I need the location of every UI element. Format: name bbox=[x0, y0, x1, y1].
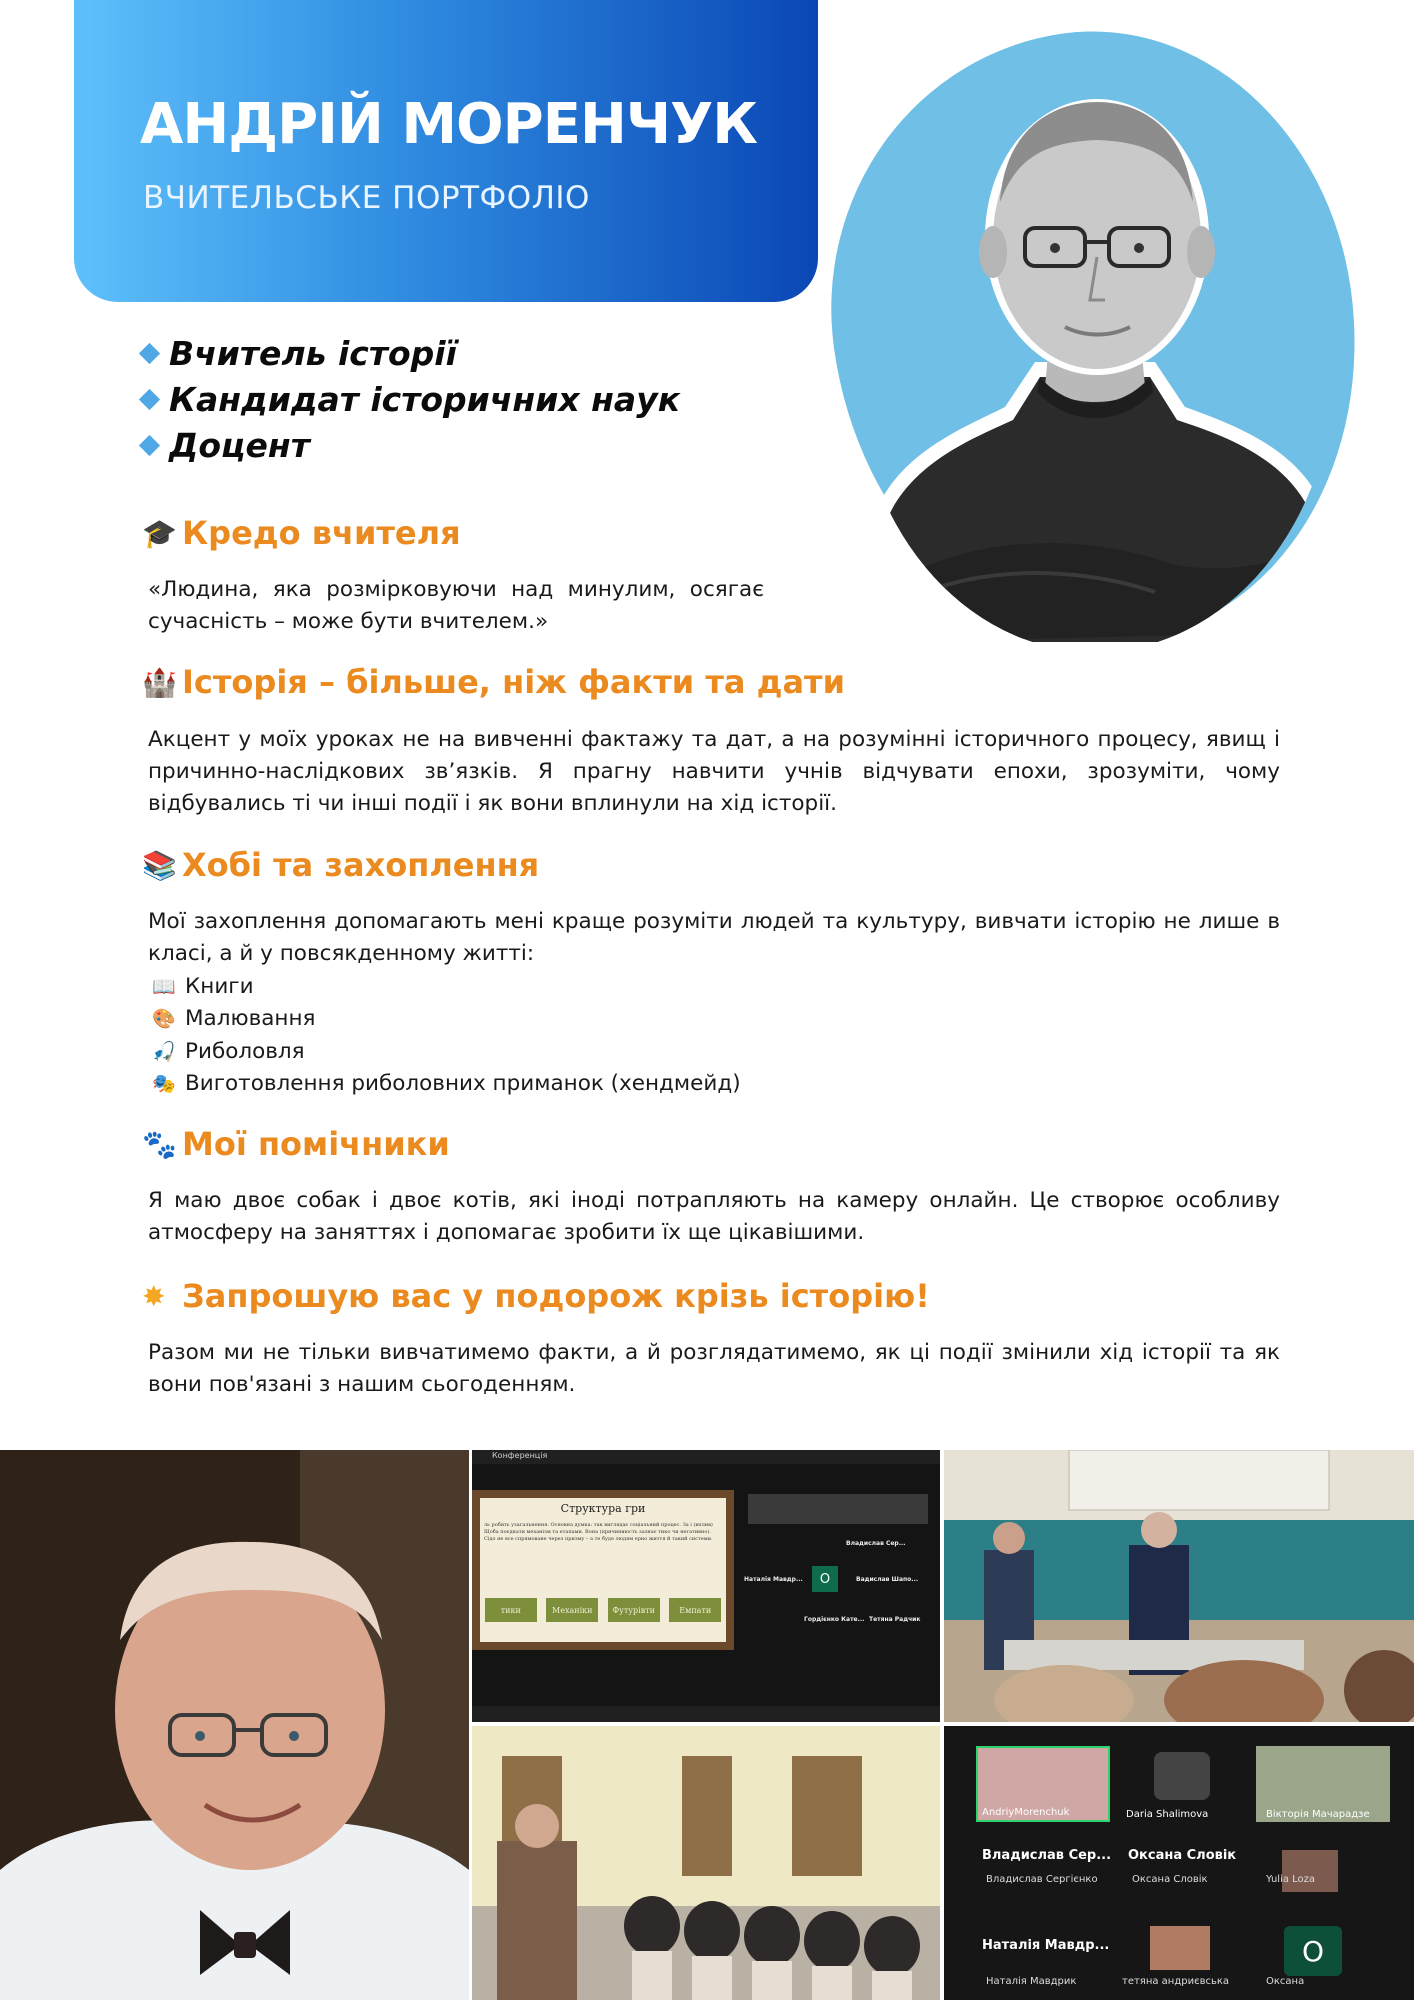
masks-icon: 🎭 bbox=[152, 1073, 176, 1096]
hobby-label: Книги bbox=[185, 973, 254, 999]
portfolio-subtitle: ВЧИТЕЛЬСЬКЕ ПОРТФОЛІО bbox=[143, 180, 590, 216]
slide-box: Футурівти bbox=[608, 1598, 660, 1622]
history-text: Акцент у моїх уроках не на вивченні фактажу та дат, а на розумінні історичного процесу, явищ і причинно-наслідкових зв’язків. Я прагну навчити учнів відчувати епохи, зрозуміти, чому відбувались ті чи інші події і як вони вплинули на хід історії. bbox=[148, 727, 1280, 816]
list-item bbox=[152, 1068, 741, 1101]
star-burst-icon: ✸ bbox=[142, 1279, 166, 1313]
participant-name: Владислав Сер... bbox=[846, 1540, 906, 1547]
list-item bbox=[152, 1003, 741, 1036]
participant-sub: Наталія Мавдрик bbox=[986, 1976, 1077, 1987]
photo-online-lesson-slide bbox=[472, 1450, 940, 1722]
participant-photo bbox=[1154, 1752, 1210, 1800]
diamond-bullet-icon bbox=[139, 342, 160, 363]
invite-text: Разом ми не тільки вивчатимемо факти, а й розглядатимемо, як ці події змінили хід історії та як вони пов'язані з нашим сьогоденням. bbox=[148, 1340, 1280, 1397]
diamond-bullet-icon bbox=[139, 434, 160, 455]
conference-app-name: Конференція bbox=[492, 1451, 548, 1460]
helpers-heading-text: Мої помічники bbox=[182, 1125, 450, 1163]
hobby-label: Виготовлення риболовних приманок (хендмейд) bbox=[185, 1071, 741, 1097]
slide-body: ль робить узагальнення. Основна думка: так виглядає соціальний процес. За і (вплив) Щоба поєднати механізм та етапами. Вона (причиниюсть зазнає тико чи негативно). Сідо не все спрямоване через призму – а те буде людям ерно життя й такий системи. bbox=[484, 1522, 713, 1542]
hobby-label: Малювання bbox=[185, 1006, 316, 1032]
participant-name: Тетяна Радчик bbox=[869, 1616, 921, 1623]
castle-icon: 🏰 bbox=[142, 665, 177, 699]
participant-name: Оксана Словік bbox=[1128, 1848, 1237, 1863]
history-heading bbox=[142, 663, 845, 701]
participant-name: Daria Shalimova bbox=[1126, 1809, 1209, 1820]
conference-toolbar[interactable] bbox=[472, 1706, 940, 1722]
participant-sub: Оксана bbox=[1266, 1976, 1305, 1987]
palette-icon: 🎨 bbox=[152, 1008, 176, 1031]
diamond-bullet-icon bbox=[139, 388, 160, 409]
credo-heading bbox=[142, 514, 461, 552]
video-tile bbox=[976, 1746, 1110, 1822]
header-banner bbox=[74, 0, 818, 302]
helpers-text: Я маю двоє собак і двоє котів, які іноді потрапляють на камеру онлайн. Це створює особливу атмосферу на заняттях і допомагає зробити їх ще цікавішими. bbox=[148, 1188, 1280, 1245]
participant-avatar: O bbox=[812, 1566, 838, 1592]
participant-name: Наталія Мавдр... bbox=[982, 1938, 1110, 1953]
slide-area bbox=[480, 1498, 726, 1642]
conference-titlebar bbox=[472, 1450, 940, 1464]
participant-sub: тетяна андриєвська bbox=[1122, 1976, 1230, 1987]
video-tile bbox=[1116, 1746, 1250, 1822]
participant-sub: Оксана Словік bbox=[1132, 1874, 1208, 1885]
photo-lecture-hall bbox=[472, 1726, 940, 2000]
video-thumbnails bbox=[748, 1494, 928, 1524]
title-list bbox=[142, 330, 680, 468]
title-item bbox=[142, 330, 680, 376]
participant-avatar: O bbox=[1284, 1926, 1342, 1976]
graduation-cap-icon: 🎓 bbox=[142, 516, 177, 550]
participant-photo bbox=[1282, 1850, 1338, 1892]
participant-name: AndriyMorenchuk bbox=[982, 1807, 1070, 1818]
title-item bbox=[142, 422, 680, 468]
participant-name: Гордієнко Кате... bbox=[804, 1616, 865, 1623]
hobbies-heading-text: Хобі та захоплення bbox=[182, 846, 540, 884]
title-text: Вчитель історії bbox=[169, 333, 457, 373]
photo-collage bbox=[0, 1450, 1414, 2000]
slide-box: Механіки bbox=[546, 1598, 598, 1622]
photo-bowtie-portrait bbox=[0, 1450, 469, 2000]
paw-prints-icon: 🐾 bbox=[142, 1127, 177, 1161]
title-text: Кандидат історичних наук bbox=[169, 379, 681, 419]
participant-sub: Владислав Сергієнко bbox=[986, 1874, 1098, 1885]
participant-grid bbox=[744, 1494, 934, 1694]
title-item bbox=[142, 376, 680, 422]
hobbies-intro: Мої захоплення допомагають мені краще розуміти людей та культуру, вивчати історію не лише в класі, а й у повсякденному житті: bbox=[148, 909, 1280, 966]
hobby-label: Риболовля bbox=[185, 1038, 305, 1064]
history-heading-text: Історія – більше, ніж факти та дати bbox=[182, 663, 845, 701]
credo-heading-text: Кредо вчителя bbox=[182, 514, 461, 552]
photo-online-meeting-grid bbox=[944, 1726, 1414, 2000]
list-item bbox=[152, 1035, 741, 1068]
teacher-name: АНДРІЙ МОРЕНЧУК bbox=[140, 92, 758, 157]
slide-boxes bbox=[480, 1598, 726, 1622]
slide-box: тики bbox=[485, 1598, 537, 1622]
slide-title: Структура гри bbox=[560, 1502, 646, 1515]
slide-box: Емпати bbox=[669, 1598, 721, 1622]
slide-frame bbox=[472, 1490, 734, 1650]
participant-sub: Yulia Loza bbox=[1266, 1874, 1316, 1885]
participant-name: Наталія Мавдр... bbox=[744, 1576, 803, 1583]
hobbies-list bbox=[152, 970, 741, 1100]
invite-heading bbox=[142, 1277, 930, 1315]
fishing-icon: 🎣 bbox=[152, 1040, 176, 1063]
participant-photo bbox=[1150, 1926, 1210, 1970]
video-tile bbox=[1256, 1746, 1390, 1822]
list-item bbox=[152, 970, 741, 1003]
open-book-icon: 📖 bbox=[152, 975, 176, 998]
books-icon: 📚 bbox=[142, 848, 177, 882]
participant-name: Владислав Сер... bbox=[982, 1848, 1112, 1863]
portrait-figure bbox=[835, 32, 1355, 642]
participant-name: Вадислав Шапо... bbox=[856, 1576, 919, 1583]
title-text: Доцент bbox=[169, 425, 310, 465]
participant-name: Вікторія Мачарадзе bbox=[1266, 1809, 1370, 1820]
photo-classroom-standing bbox=[944, 1450, 1414, 1722]
portrait bbox=[835, 32, 1355, 642]
helpers-heading bbox=[142, 1125, 450, 1163]
invite-heading-text: Запрошую вас у подорож крізь історію! bbox=[182, 1277, 930, 1315]
hobbies-heading bbox=[142, 846, 539, 884]
credo-text: «Людина, яка розмірковуючи над минулим, осягає сучасність – може бути вчителем.» bbox=[148, 577, 764, 634]
